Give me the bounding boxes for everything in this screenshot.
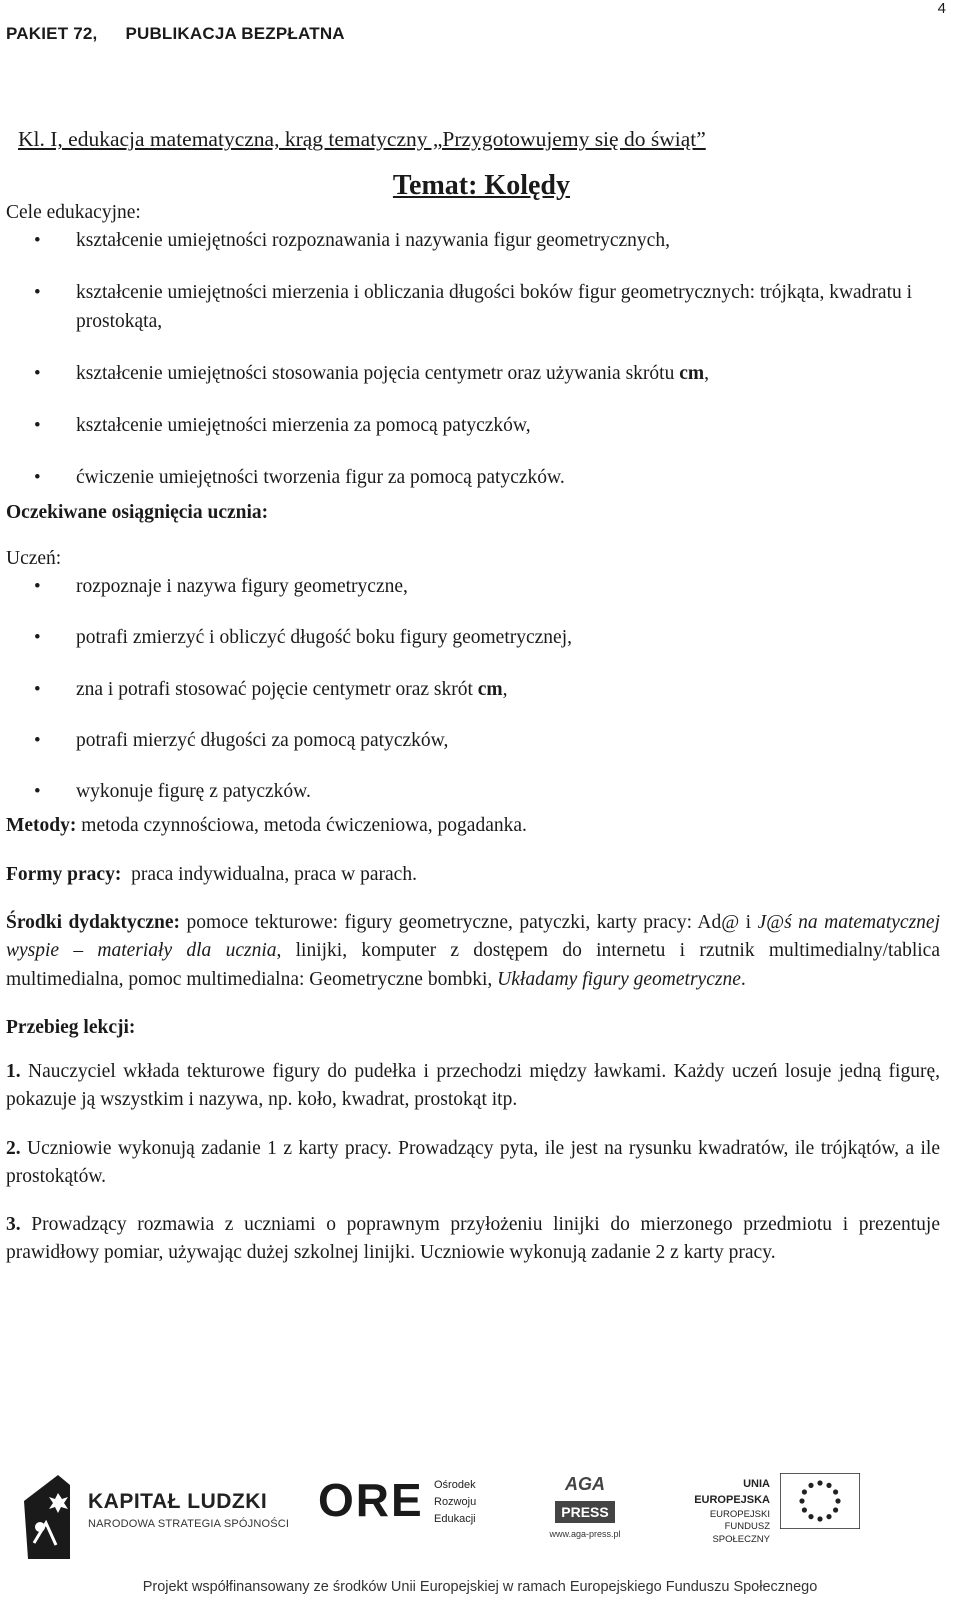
achievements-heading: Oczekiwane osiągnięcia ucznia: [6,501,269,523]
step-3: 3. Prowadzący rozmawia z uczniami o poprawnym przyłożeniu linijki do mierzonego przedmiotu i prezentuje prawidłowy pomiar, używając dużej szkolnej linijki. Uczniowie wykonują zadanie 2 z karty pracy. [6,1214,940,1264]
list-item: • potrafi mierzyć długości za pomocą patyczków, [6,727,940,755]
kapital-ludzki-logo: KAPITAŁ LUDZKI NARODOWA STRATEGIA SPÓJNOŚCI [88,1490,290,1531]
list-item: • kształcenie umiejętności mierzenia za pomocą patyczków, [6,412,940,440]
list-item: • zna i potrafi stosować pojęcie centymetr oraz skrót cm, [6,676,940,704]
document-body [6,124,940,1288]
methods-line: Metody: metoda czynnościowa, metoda ćwiczeniowa, pogadanka. [6,815,527,837]
goals-heading: Cele edukacyjne: [6,201,141,223]
header-package: PAKIET 72, [6,24,98,43]
class-line: Kl. I, edukacja matematyczna, krąg tematyczny „Przygotowujemy się do świąt” [18,127,706,151]
step-1: 1. Nauczyciel wkłada tekturowe figury do pudełka i przechodzi między ławkami. Każdy uczeń losuje jedną figurę, pokazuje ją wszystkim i nazywa, np. koło, kwadrat, prostokąt itp. [6,1061,940,1111]
list-item: • rozpoznaje i nazywa figury geometryczne, [6,573,940,601]
list-item: • kształcenie umiejętności rozpoznawania i nazywania figur geometrycznych, [6,227,940,255]
list-item: • ćwiczenie umiejętności tworzenia figur za pomocą patyczków. [6,464,940,492]
step-2: 2. Uczniowie wykonują zadanie 1 z karty pracy. Prowadzący pyta, ile jest na rysunku kwadratów, ile trójkątów, a ile prostokątów. [6,1137,940,1187]
ore-logo: ORE [318,1474,424,1526]
aga-press-logo: AGA PRESS www.aga-press.pl [549,1474,621,1540]
student-label: Uczeń: [6,547,62,569]
ore-subtitle: Ośrodek Rozwoju Edukacji [434,1479,477,1526]
list-item: • kształcenie umiejętności stosowania pojęcia centymetr oraz używania skrótu cm, [6,360,940,388]
eu-logo-text: UNIA EUROPEJSKA EUROPEJSKI FUNDUSZ SPOŁECZNY [694,1478,770,1545]
kapital-ludzki-icon [18,1473,76,1561]
page-number: 4 [937,0,946,17]
page-header [6,22,345,47]
lesson-steps [6,1058,940,1268]
forms-line: Formy pracy: praca indywidualna, praca w parach. [6,863,417,885]
resources-paragraph: Środki dydaktyczne: pomoce tekturowe: figury geometryczne, patyczki, karty pracy: Ad@ i J@ś na matematycznej wyspie – materiały dla ucznia, linijki, komputer z dostępem do internetu i rzutnik multimedialny/tablica multimedialna, pomoc multimedialna: Geometryczne bombki, Układamy figury geometryczne. [6,912,940,990]
goals-list [6,227,940,493]
footer-cofinancing: Projekt współfinansowany ze środków Unii Europejskiej w ramach Europejskiego Funduszu Społecznego [142,1579,818,1595]
lesson-topic: Temat: Kolędy [392,170,570,202]
eu-flag-icon [780,1473,860,1529]
list-item: • wykonuje figurę z patyczków. [6,778,940,806]
progress-heading: Przebieg lekcji: [6,1016,136,1038]
footer-logos [0,1465,960,1575]
header-publication: PUBLIKACJA BEZPŁATNA [125,24,345,43]
achievements-list [6,573,940,806]
list-item: • kształcenie umiejętności mierzenia i obliczania długości boków figur geometrycznych: trójkąta, kwadratu i prostokąta, [6,279,940,336]
list-item: • potrafi zmierzyć i obliczyć długość boku figury geometrycznej, [6,624,940,652]
